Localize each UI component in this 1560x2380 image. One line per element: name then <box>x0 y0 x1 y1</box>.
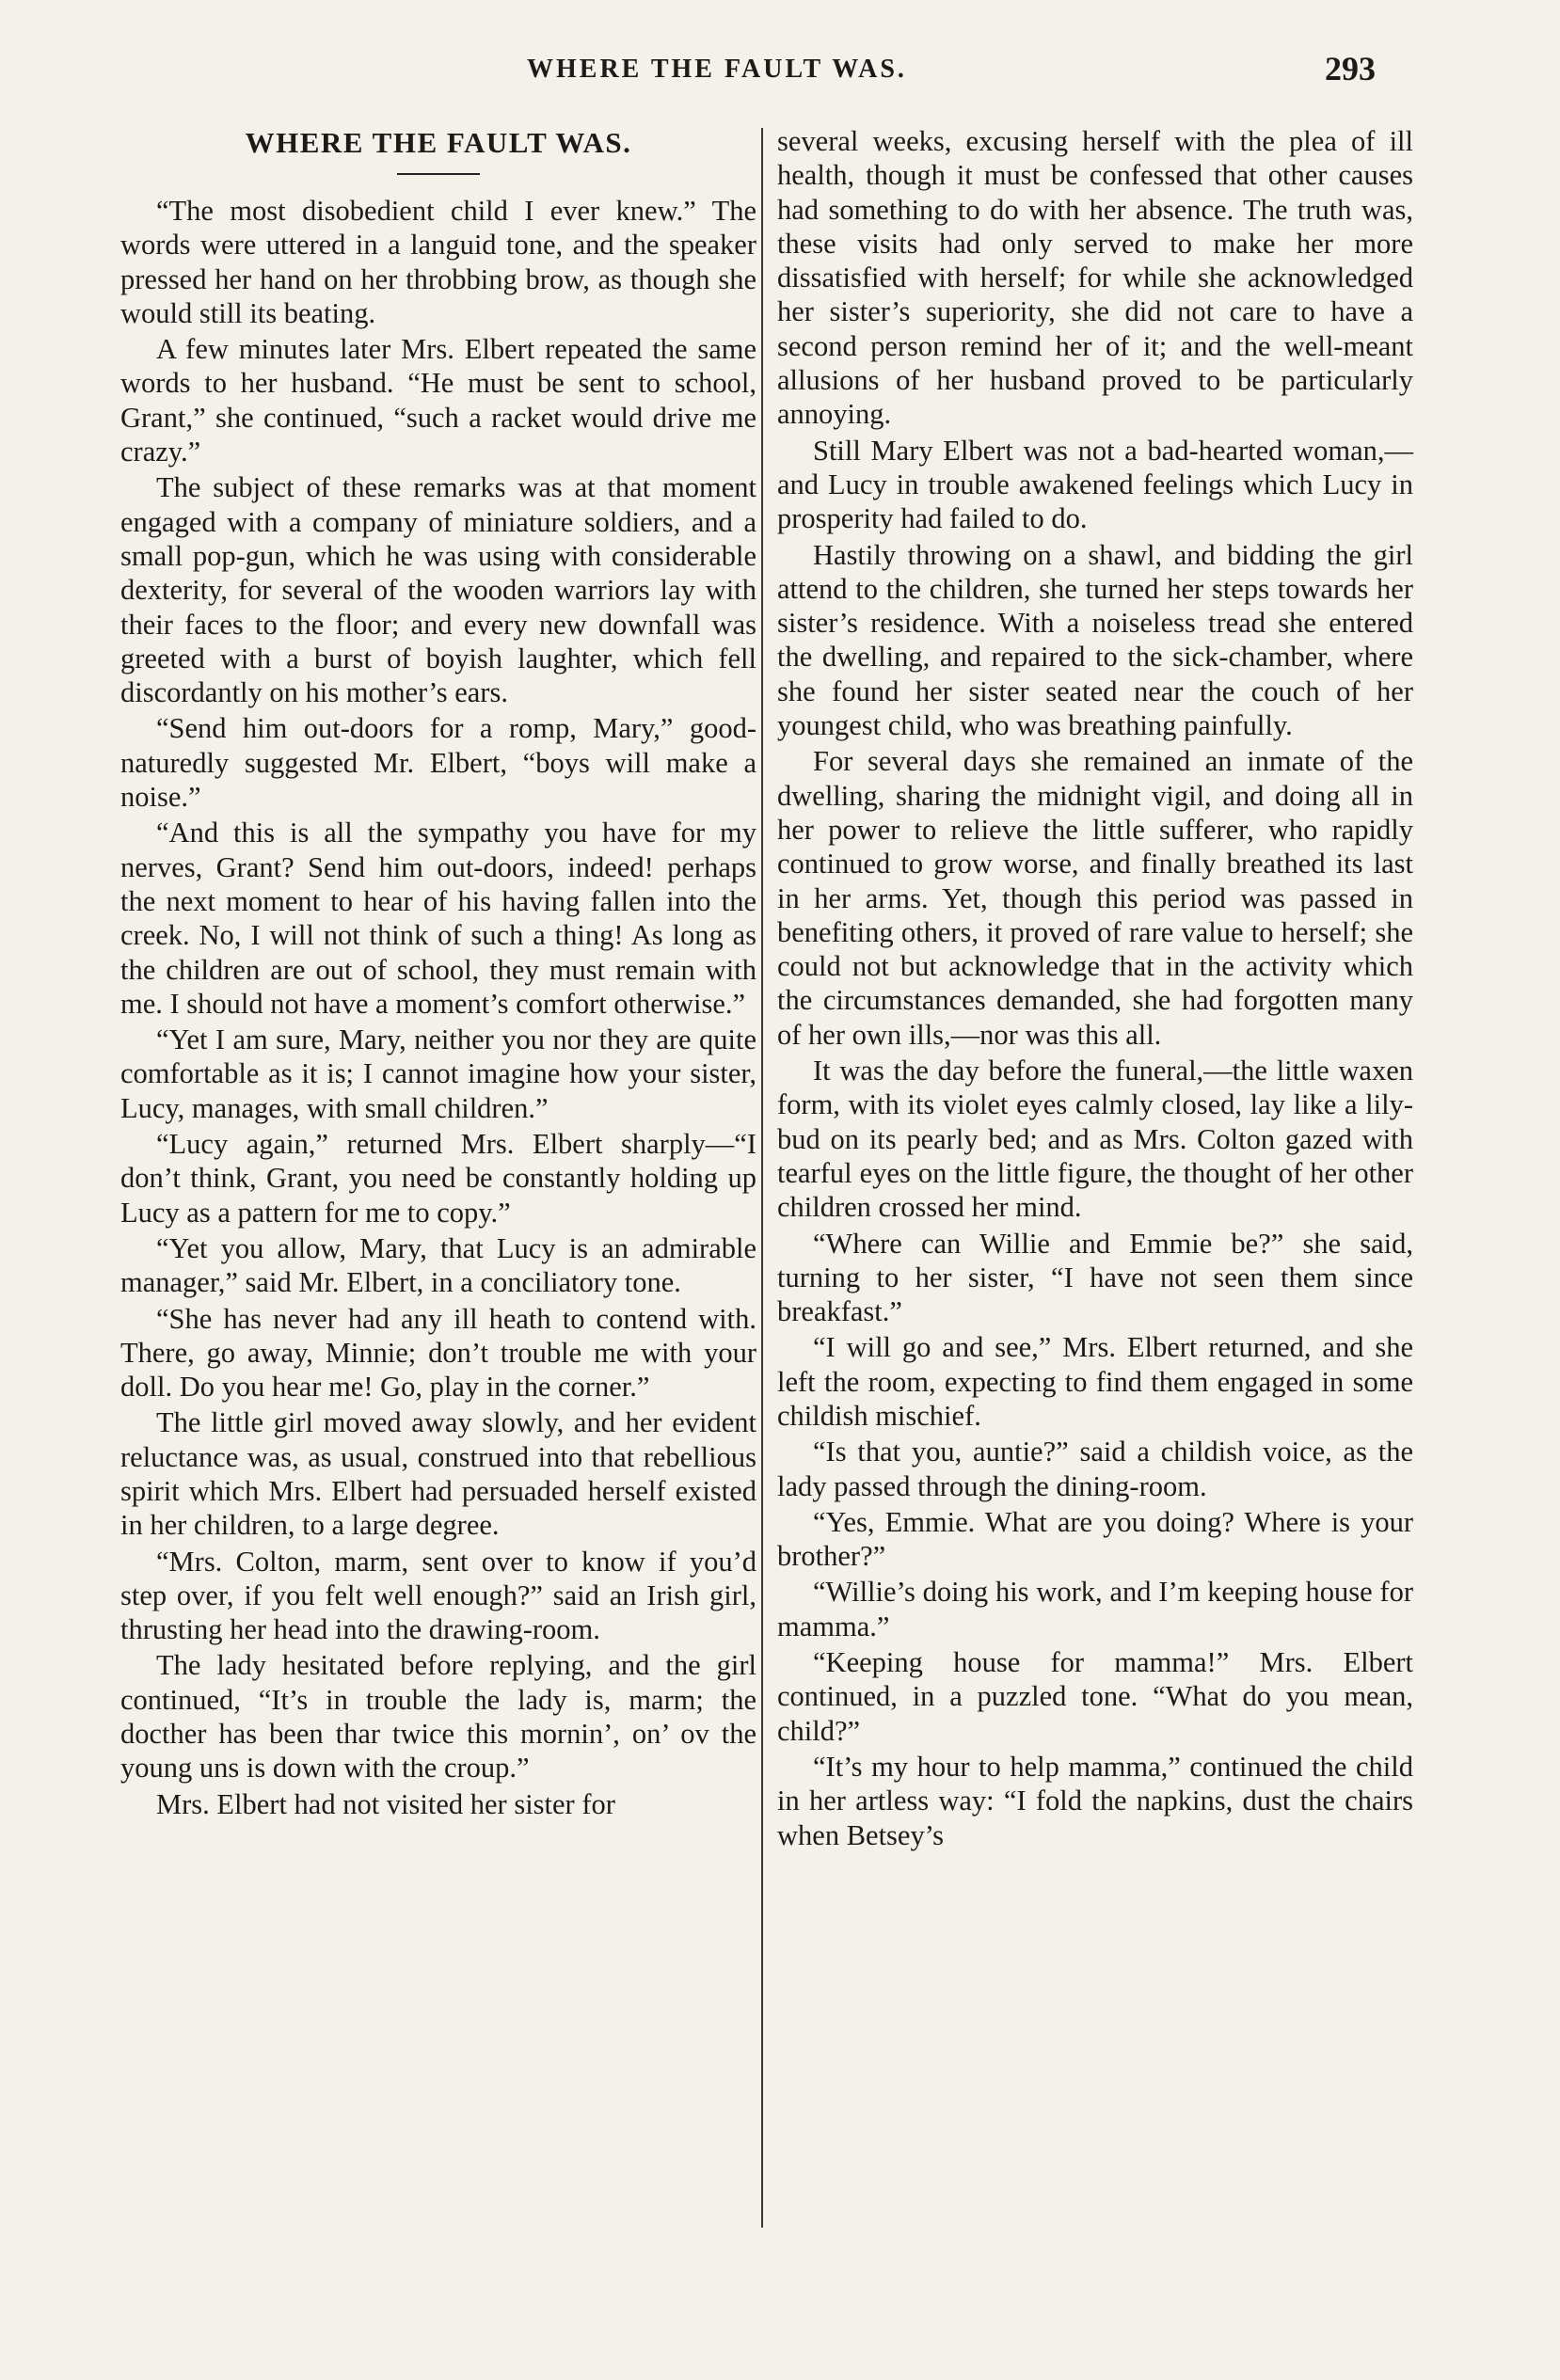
paragraph: Hastily throwing on a shawl, and bidding the girl attend to the children, she turned her steps towards her sister’s residence. With a noiseless tread she entered the dwelling, and repaired to the sick-chamber, where she found her sister seated near the couch of her youngest child, who was breathing painfully. <box>777 538 1413 742</box>
paragraph: “Willie’s doing his work, and I’m keeping house for mamma.” <box>777 1576 1413 1642</box>
left-column <box>120 124 756 1823</box>
paragraph: The lady hesitated before replying, and the girl continued, “It’s in trouble the lady is, marm; the docther has been thar twice this mornin’, on’ ov the young uns is down with the croup.” <box>120 1649 756 1785</box>
paragraph: “I will go and see,” Mrs. Elbert returned, and she left the room, expecting to find them engaged in some childish mischief. <box>777 1331 1413 1432</box>
paragraph: “Lucy again,” returned Mrs. Elbert sharply—“I don’t think, Grant, you need be constantly holding up Lucy as a pattern for me to copy.” <box>120 1128 756 1229</box>
paragraph: “It’s my hour to help mamma,” continued the child in her artless way: “I fold the napkins, dust the chairs when Betsey’s <box>777 1750 1413 1851</box>
paragraph: The subject of these remarks was at that moment engaged with a company of miniature soldiers, and a small pop-gun, which he was using with considerable dexterity, for several of the wooden warriors lay with their faces to the floor; and every new downfall was greeted with a burst of boyish laughter, which fell discordantly on his mother’s ears. <box>120 471 756 709</box>
column-divider <box>761 128 763 2228</box>
paragraph: For several days she remained an inmate of the dwelling, sharing the midnight vigil, and doing all in her power to relieve the little sufferer, who rapidly continued to grow worse, and finally breathed its last in her arms. Yet, though this period was passed in benefiting others, it proved of rare value to herself; she could not but acknowledge that in the activity which the circumstances demanded, she had forgotten many of her own ills,—nor was this all. <box>777 745 1413 1051</box>
paragraph: Mrs. Elbert had not visited her sister for <box>156 1787 615 1820</box>
paragraph: “The most disobedient child I ever knew.” The words were uttered in a languid tone, and the speaker pressed her hand on her throbbing brow, as though she would still its beating. <box>120 195 756 329</box>
paragraph: It was the day before the funeral,—the little waxen form, with its violet eyes calmly closed, lay like a lily-bud on its pearly bed; and as Mrs. Colton gazed with tearful eyes on the little figure, the thought of her other children crossed her mind. <box>777 1055 1413 1224</box>
paragraph: “Send him out-doors for a romp, Mary,” good-naturedly suggested Mr. Elbert, “boys will make a noise.” <box>120 712 756 814</box>
article-title: WHERE THE FAULT WAS. <box>245 126 632 159</box>
paragraph: “Yes, Emmie. What are you doing? Where is your brother?” <box>777 1505 1413 1573</box>
right-column <box>777 124 1413 1854</box>
paragraph: “Yet I am sure, Mary, neither you nor they are quite comfortable as it is; I cannot imagine how your sister, Lucy, manages, with small children.” <box>120 1023 756 1124</box>
paragraph: The little girl moved away slowly, and her evident reluctance was, as usual, construed into that rebellious spirit which Mrs. Elbert had persuaded herself existed in her children, to a large degree. <box>120 1406 756 1542</box>
paragraph: A few minutes later Mrs. Elbert repeated the same words to her husband. “He must be sent to school, Grant,” she continued, “such a racket would drive me crazy.” <box>120 333 756 468</box>
paragraph: “Yet you allow, Mary, that Lucy is an admirable manager,” said Mr. Elbert, in a conciliatory tone. <box>120 1231 756 1299</box>
page-number: 293 <box>1325 50 1376 87</box>
paragraph: “Mrs. Colton, marm, sent over to know if you’d step over, if you felt well enough?” said an Irish girl, thrusting her head into the drawing-room. <box>120 1545 756 1646</box>
paragraph: “Where can Willie and Emmie be?” she said, turning to her sister, “I have not seen them since breakfast.” <box>777 1227 1413 1328</box>
title-divider <box>397 173 480 175</box>
paragraph-continued: several weeks, excusing herself with the plea of ill health, though it must be confessed that other causes had something to do with her absence. The truth was, these visits had only served to make her more dissatisfied with herself; for while she acknowledged her sister’s superiority, she did not care to have a second person remind her of it; and the well-meant allusions of her husband proved to be particularly annoying. <box>777 125 1413 431</box>
running-title: WHERE THE FAULT WAS. <box>527 55 907 84</box>
running-header <box>0 50 1560 92</box>
paragraph: “Is that you, auntie?” said a childish voice, as the lady passed through the dining-room. <box>777 1436 1413 1502</box>
paragraph: “Keeping house for mamma!” Mrs. Elbert continued, in a puzzled tone. “What do you mean, child?” <box>777 1646 1413 1747</box>
paragraph: “She has never had any ill heath to contend with. There, go away, Minnie; don’t trouble me with your doll. Do you hear me! Go, play in the corner.” <box>120 1302 756 1404</box>
paragraph: “And this is all the sympathy you have for my nerves, Grant? Send him out-doors, indeed! perhaps the next moment to hear of his having fallen into the creek. No, I will not think of such a thing! As long as the children are out of school, they must remain with me. I should not have a moment’s comfort otherwise.” <box>120 817 756 1020</box>
paragraph: Still Mary Elbert was not a bad-hearted woman,—and Lucy in trouble awakened feelings which Lucy in prosperity had failed to do. <box>777 434 1413 535</box>
